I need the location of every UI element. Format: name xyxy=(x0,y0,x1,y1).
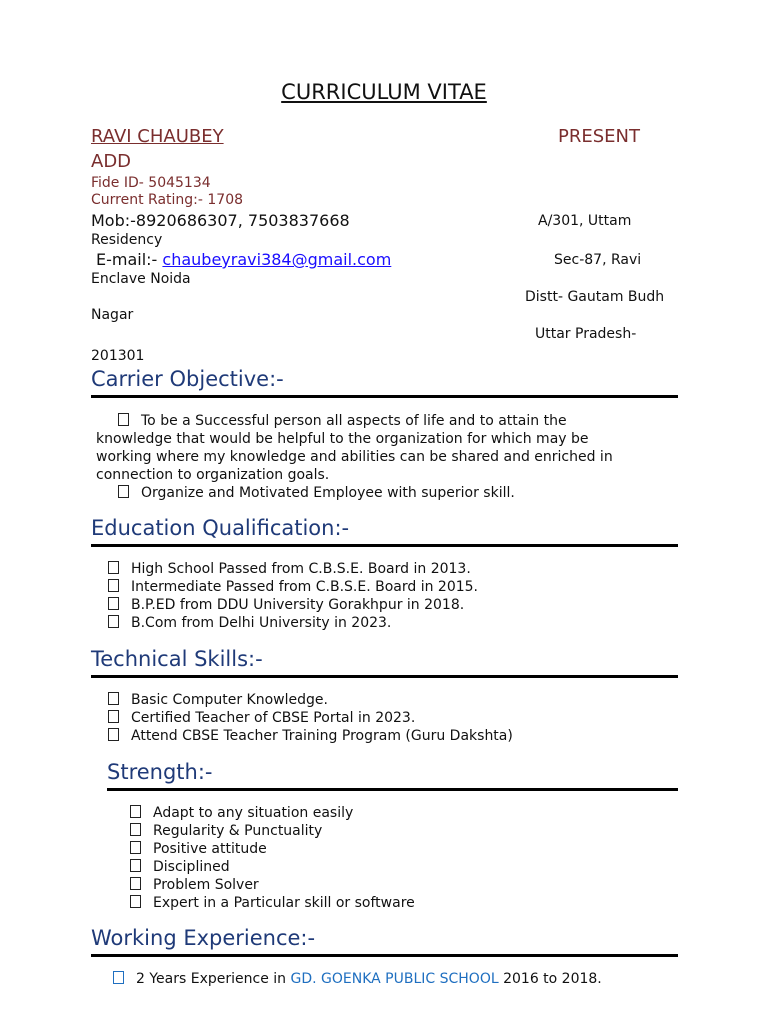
objective-heading: Carrier Objective:- xyxy=(91,367,284,391)
education-item: Intermediate Passed from C.B.S.E. Board in 2015. xyxy=(108,578,478,596)
bullet-box-icon xyxy=(118,485,129,498)
current-rating: Current Rating:- 1708 xyxy=(91,192,244,208)
address-line-7: Uttar Pradesh- xyxy=(535,326,637,342)
education-item: High School Passed from C.B.S.E. Board in 2013. xyxy=(108,560,471,578)
strength-heading: Strength:- xyxy=(107,760,213,784)
fide-id: Fide ID- 5045134 xyxy=(91,175,211,191)
strength-item: Regularity & Punctuality xyxy=(130,822,322,840)
skills-item: Certified Teacher of CBSE Portal in 2023. xyxy=(108,709,415,727)
candidate-name: RAVI CHAUBEY xyxy=(91,126,224,147)
bullet-box-icon xyxy=(108,692,119,705)
school-name: GD. GOENKA PUBLIC SCHOOL xyxy=(290,971,499,987)
bullet-box-icon xyxy=(118,413,129,426)
strength-rule xyxy=(107,788,678,791)
objective-rule xyxy=(91,395,678,398)
skills-rule xyxy=(91,675,678,678)
present-label: PRESENT xyxy=(558,126,640,147)
document-title: CURRICULUM VITAE xyxy=(281,80,487,104)
strength-item: Expert in a Particular skill or software xyxy=(130,894,415,912)
bullet-box-icon xyxy=(108,615,119,628)
address-line-8: 201301 xyxy=(91,348,145,364)
mobile-numbers: Mob:-8920686307, 7503837668 xyxy=(91,211,350,230)
address-line-4: Enclave Noida xyxy=(91,271,191,287)
bullet-box-icon xyxy=(130,859,141,872)
address-line-1: A/301, Uttam xyxy=(538,213,632,229)
add-label: ADD xyxy=(91,151,132,172)
bullet-box-icon xyxy=(108,561,119,574)
email-row xyxy=(96,250,391,269)
skills-item: Basic Computer Knowledge. xyxy=(108,691,328,709)
strength-item: Disciplined xyxy=(130,858,230,876)
address-line-5: Distt- Gautam Budh xyxy=(525,289,665,305)
experience-item: 2 Years Experience in GD. GOENKA PUBLIC SCHOOL 2016 to 2018. xyxy=(113,970,602,988)
address-line-6: Nagar xyxy=(91,307,134,323)
strength-item: Positive attitude xyxy=(130,840,267,858)
strength-item: Adapt to any situation easily xyxy=(130,804,353,822)
bullet-box-icon xyxy=(130,877,141,890)
bullet-box-icon xyxy=(130,841,141,854)
education-heading: Education Qualification:- xyxy=(91,516,350,540)
skills-item: Attend CBSE Teacher Training Program (Guru Dakshta) xyxy=(108,727,513,745)
education-rule xyxy=(91,544,678,547)
experience-rule xyxy=(91,954,678,957)
bullet-box-icon xyxy=(108,710,119,723)
bullet-box-icon xyxy=(130,823,141,836)
bullet-box-icon xyxy=(130,895,141,908)
bullet-box-icon xyxy=(130,805,141,818)
experience-heading: Working Experience:- xyxy=(91,926,316,950)
bullet-box-icon xyxy=(108,579,119,592)
bullet-box-icon xyxy=(108,728,119,741)
strength-item: Problem Solver xyxy=(130,876,259,894)
email-link[interactable]: chaubeyravi384@gmail.com xyxy=(162,250,392,269)
education-item: B.Com from Delhi University in 2023. xyxy=(108,614,391,632)
address-line-2: Residency xyxy=(91,232,163,248)
email-label: E-mail:- xyxy=(96,250,163,269)
skills-heading: Technical Skills:- xyxy=(91,647,263,671)
address-line-3: Sec-87, Ravi xyxy=(554,252,642,268)
bullet-box-icon xyxy=(113,971,124,984)
bullet-box-icon xyxy=(108,597,119,610)
education-item: B.P.ED from DDU University Gorakhpur in 2018. xyxy=(108,596,464,614)
objective-text: To be a Successful person all aspects of life and to attain the knowledge that would be helpful to the organization for which may be working where my knowledge and abilities can be shared and enriched in connection to organization goals. Organize and Motivated Employee with superior skill. xyxy=(96,413,613,501)
